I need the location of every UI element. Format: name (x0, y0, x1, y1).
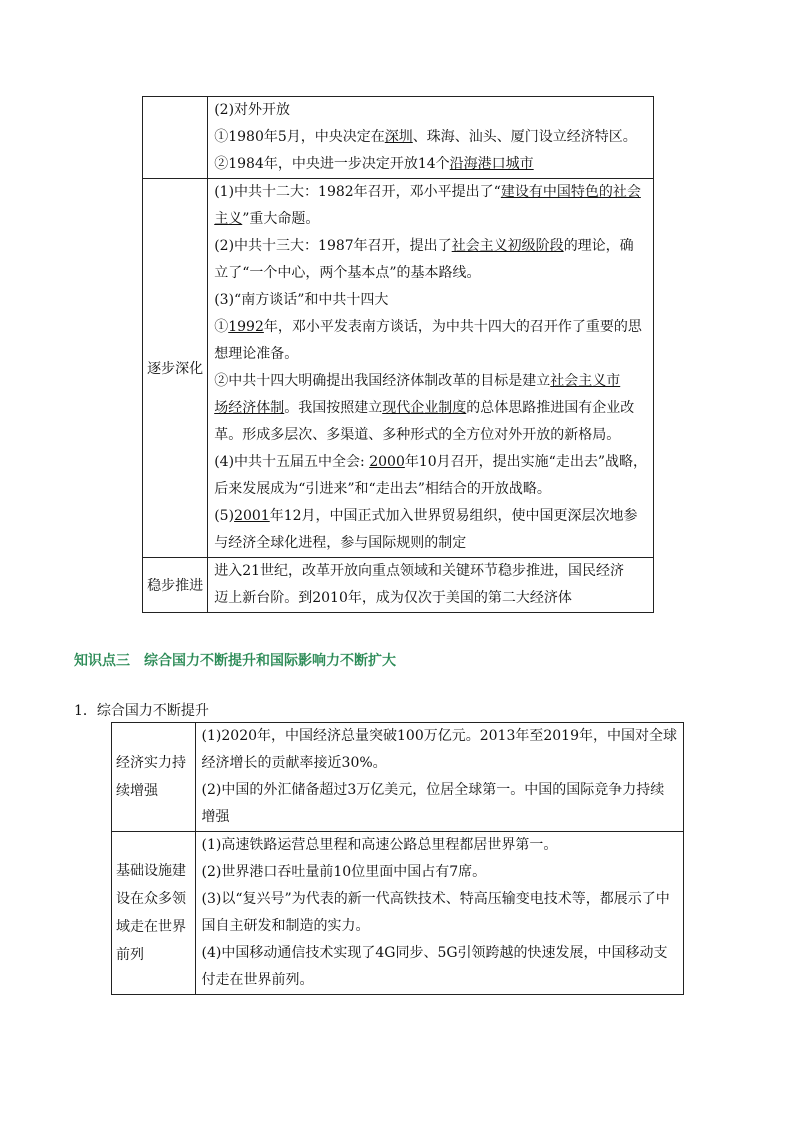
row-content (195, 723, 683, 832)
content-line: 立了“一个中心，两个基本点”的基本路线。 (214, 265, 481, 281)
content-line: 后来发展成为“引进来”和“走出去”相结合的开放战略。 (214, 481, 551, 497)
content-line: 国自主研发和制造的实力。 (201, 918, 370, 934)
key-term: 社会主义市 (550, 373, 621, 389)
table-row (112, 832, 684, 995)
content-line: ②中共十四大明确提出我国经济体制改革的目标是建立社会主义市 (214, 373, 621, 389)
content-line: 付走在世界前列。 (201, 972, 314, 988)
key-term: 主义 (214, 211, 243, 227)
key-term: 深圳 (384, 129, 413, 145)
table-row (143, 97, 654, 179)
row-label: 基础设施建 设在众多领 域走在世界 前列 (112, 832, 196, 995)
row-content (195, 832, 683, 995)
content-line: (3)以“复兴号”为代表的新一代高铁技术、特高压输变电技术等，都展示了中 (201, 891, 670, 907)
content-line: 进入21世纪，改革开放向重点领域和关键环节稳步推进，国民经济 (214, 563, 625, 579)
content-line: (4)中共十五届五中全会: 2000年10月召开，提出实施“走出去”战略， (214, 454, 647, 470)
key-term: 社会主义初级阶段 (451, 238, 564, 254)
key-term: 2000 (369, 454, 405, 470)
content-line: (5)2001年12月，中国正式加入世界贸易组织，使中国更深层次地参 (214, 508, 638, 524)
content-line: 迈上新台阶。到2010年，成为仅次于美国的第二大经济体 (214, 590, 572, 606)
key-term: 场经济体制 (214, 400, 285, 416)
row-content (208, 558, 654, 613)
content-line: (1)中共十二大：1982年召开，邓小平提出了“建设有中国特色的社会 (214, 184, 641, 200)
key-term: 沿海港口城市 (449, 156, 534, 172)
table-row (112, 723, 684, 832)
content-line: ②1984年，中央进一步决定开放14个沿海港口城市 (214, 156, 534, 172)
content-line: 想理论准备。 (214, 346, 299, 362)
content-line: (2)世界港口吞吐量前10位里面中国占有7席。 (201, 864, 487, 880)
row-content (208, 97, 654, 179)
content-line: (2)中共十三大：1987年召开，提出了社会主义初级阶段的理论，确 (214, 238, 634, 254)
row-label (143, 97, 208, 179)
content-line: (2)对外开放 (214, 102, 291, 118)
content-line: 主义”重大命题。 (214, 211, 320, 227)
key-term: 建设有中国特色的社会 (500, 184, 641, 200)
content-line: 场经济体制。我国按照建立现代企业制度的总体思路推进国有企业改 (214, 400, 635, 416)
section-heading: 知识点三 综合国力不断提升和国际影响力不断扩大 (74, 653, 396, 669)
row-label: 逐步深化 (143, 179, 208, 558)
row-label: 经济实力持 续增强 (112, 723, 196, 832)
content-line: (3)“南方谈话”和中共十四大 (214, 292, 389, 308)
content-line: (1)高速铁路运营总里程和高速公路总里程都居世界第一。 (201, 837, 558, 853)
key-term: 1992 (228, 319, 264, 335)
content-line: (1)2020年，中国经济总量突破100万亿元。2013年至2019年，中国对全球 (201, 728, 677, 744)
content-line: 革。形成多层次、多渠道、多种形式的全方位对外开放的新格局。 (214, 427, 621, 443)
content-line: 与经济全球化进程，参与国际规则的制定 (214, 535, 467, 551)
row-label: 稳步推进 (143, 558, 208, 613)
table-row (143, 558, 654, 613)
content-line: ①1980年5月，中央决定在深圳、珠海、汕头、厦门设立经济特区。 (214, 129, 637, 145)
key-term: 2001 (234, 508, 270, 524)
table-row (143, 179, 654, 558)
content-line: 经济增长的贡献率接近30%。 (201, 755, 387, 771)
row-content (208, 179, 654, 558)
sub-heading: 1．综合国力不断提升 (74, 703, 209, 719)
national-strength-table (111, 722, 684, 995)
key-term: 现代企业制度 (382, 400, 467, 416)
history-table (142, 96, 654, 613)
content-line: 增强 (201, 809, 230, 825)
content-line: (4)中国移动通信技术实现了4G同步、5G引领跨越的快速发展，中国移动支 (201, 945, 668, 961)
content-line: ①1992年，邓小平发表南方谈话，为中共十四大的召开作了重要的思 (214, 319, 642, 335)
content-line: (2)中国的外汇储备超过3万亿美元，位居全球第一。中国的国际竞争力持续 (201, 782, 665, 798)
